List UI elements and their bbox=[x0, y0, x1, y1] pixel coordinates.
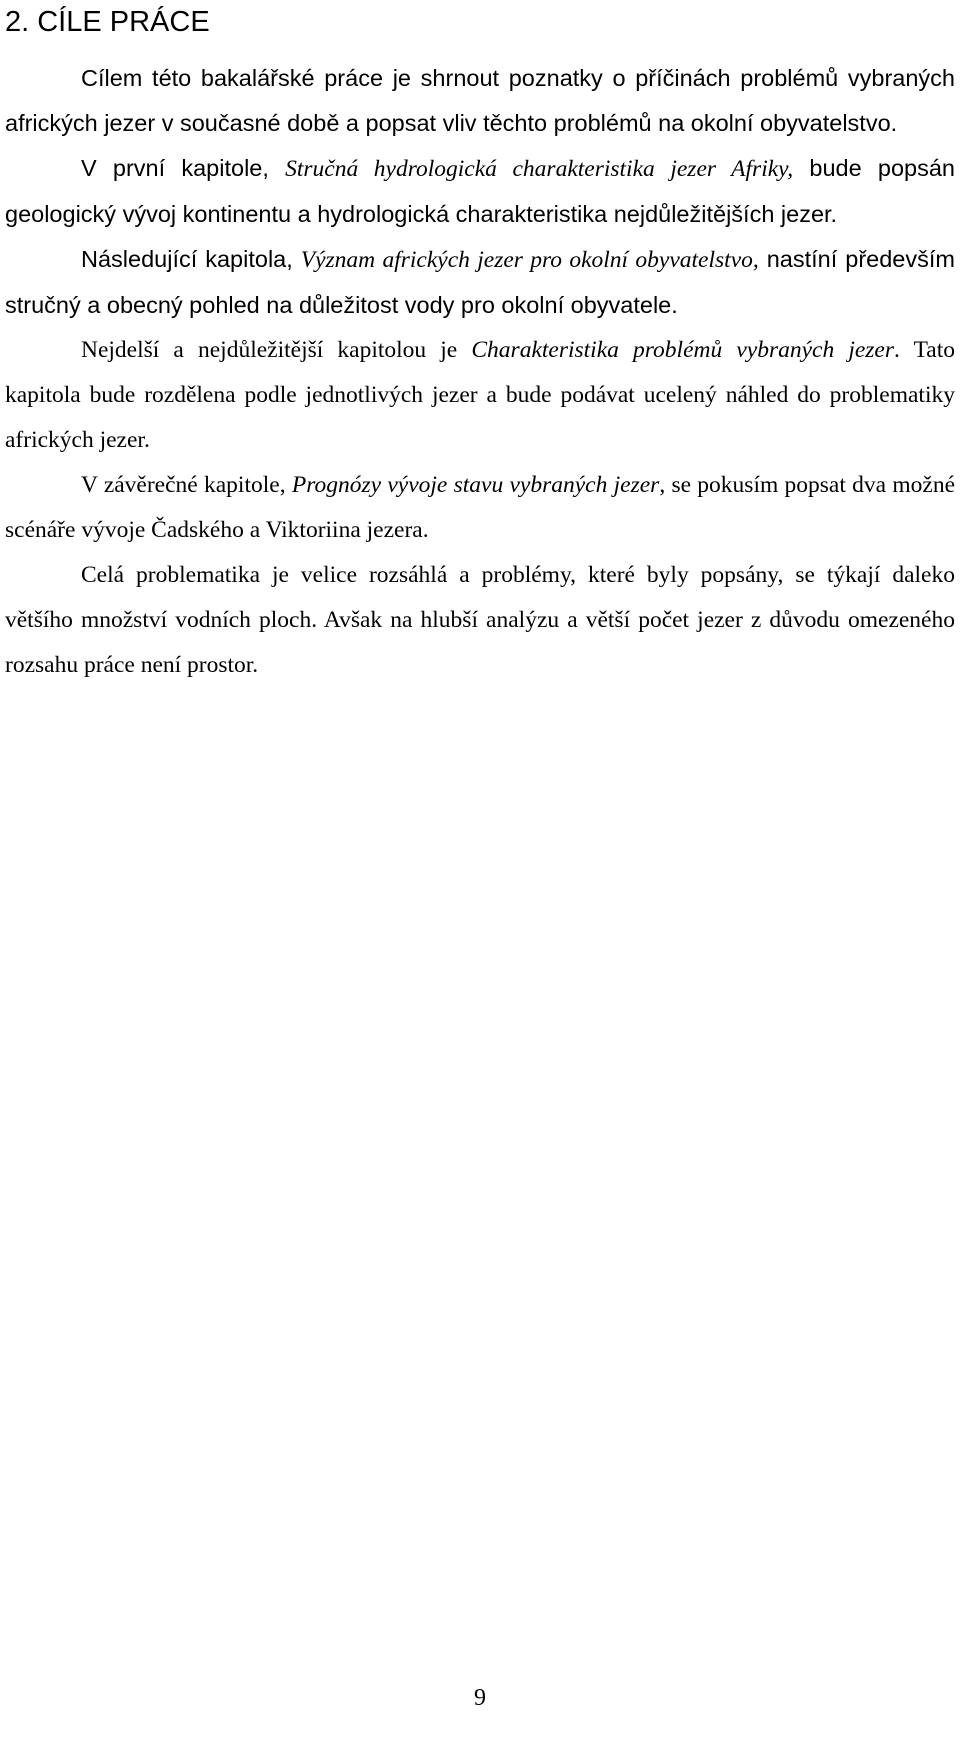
chapter-title: Charakteristika problémů vybraných jezer bbox=[471, 337, 895, 363]
paragraph-text: Celá problematika je velice rozsáhlá a problémy, které byly popsány, se týkají daleko většího množství vodních ploch. Avšak na hlubší analýzu a větší počet jezer z důvodu omezeného rozsahu práce není prostor. bbox=[5, 562, 955, 678]
page-number: 9 bbox=[474, 1685, 486, 1711]
paragraph-text: Cílem této bakalářské práce je shrnout poznatky o příčinách problémů vybraných afrických jezer v současné době a popsat vliv těchto problémů na okolní obyvatelstvo. bbox=[5, 65, 955, 136]
paragraph-text: V závěrečné kapitole, bbox=[81, 472, 292, 498]
paragraph-goals bbox=[5, 56, 955, 146]
paragraph-text: nastíní především stručný a obecný pohled na důležitost vody pro okolní obyvatele. bbox=[5, 246, 955, 318]
paragraph-text: Následující kapitola, bbox=[81, 246, 301, 272]
chapter-title: Význam afrických jezer pro okolní obyvatelstvo, bbox=[300, 247, 759, 273]
paragraph-text: Nejdelší a nejdůležitější kapitolou je bbox=[81, 337, 472, 363]
section-heading: 2. CÍLE PRÁCE bbox=[5, 6, 210, 38]
paragraph-scope bbox=[5, 553, 955, 688]
paragraph-chapter-2 bbox=[5, 237, 955, 328]
paragraph-chapter-4 bbox=[5, 463, 955, 553]
paragraph-text: . Tato kapitola bude rozdělena podle jednotlivých jezer a bude podávat ucelený náhled do problematiky afrických jezer. bbox=[5, 337, 956, 453]
paragraph-chapter-3 bbox=[5, 328, 955, 463]
chapter-title: Stručná hydrologická charakteristika jezer Afriky, bbox=[285, 156, 794, 182]
paragraph-text: V první kapitole, bbox=[81, 155, 286, 181]
chapter-title: Prognózy vývoje stavu vybraných jezer bbox=[291, 472, 660, 498]
paragraph-text: bude popsán geologický vývoj kontinentu a hydrologická charakteristika nejdůležitějších jezer. bbox=[5, 155, 955, 227]
paragraph-text: , se pokusím popsat dva možné scénáře vývoje Čadského a Viktoriina jezera. bbox=[5, 472, 956, 543]
body-text bbox=[5, 56, 955, 688]
paragraph-chapter-1 bbox=[5, 146, 955, 237]
